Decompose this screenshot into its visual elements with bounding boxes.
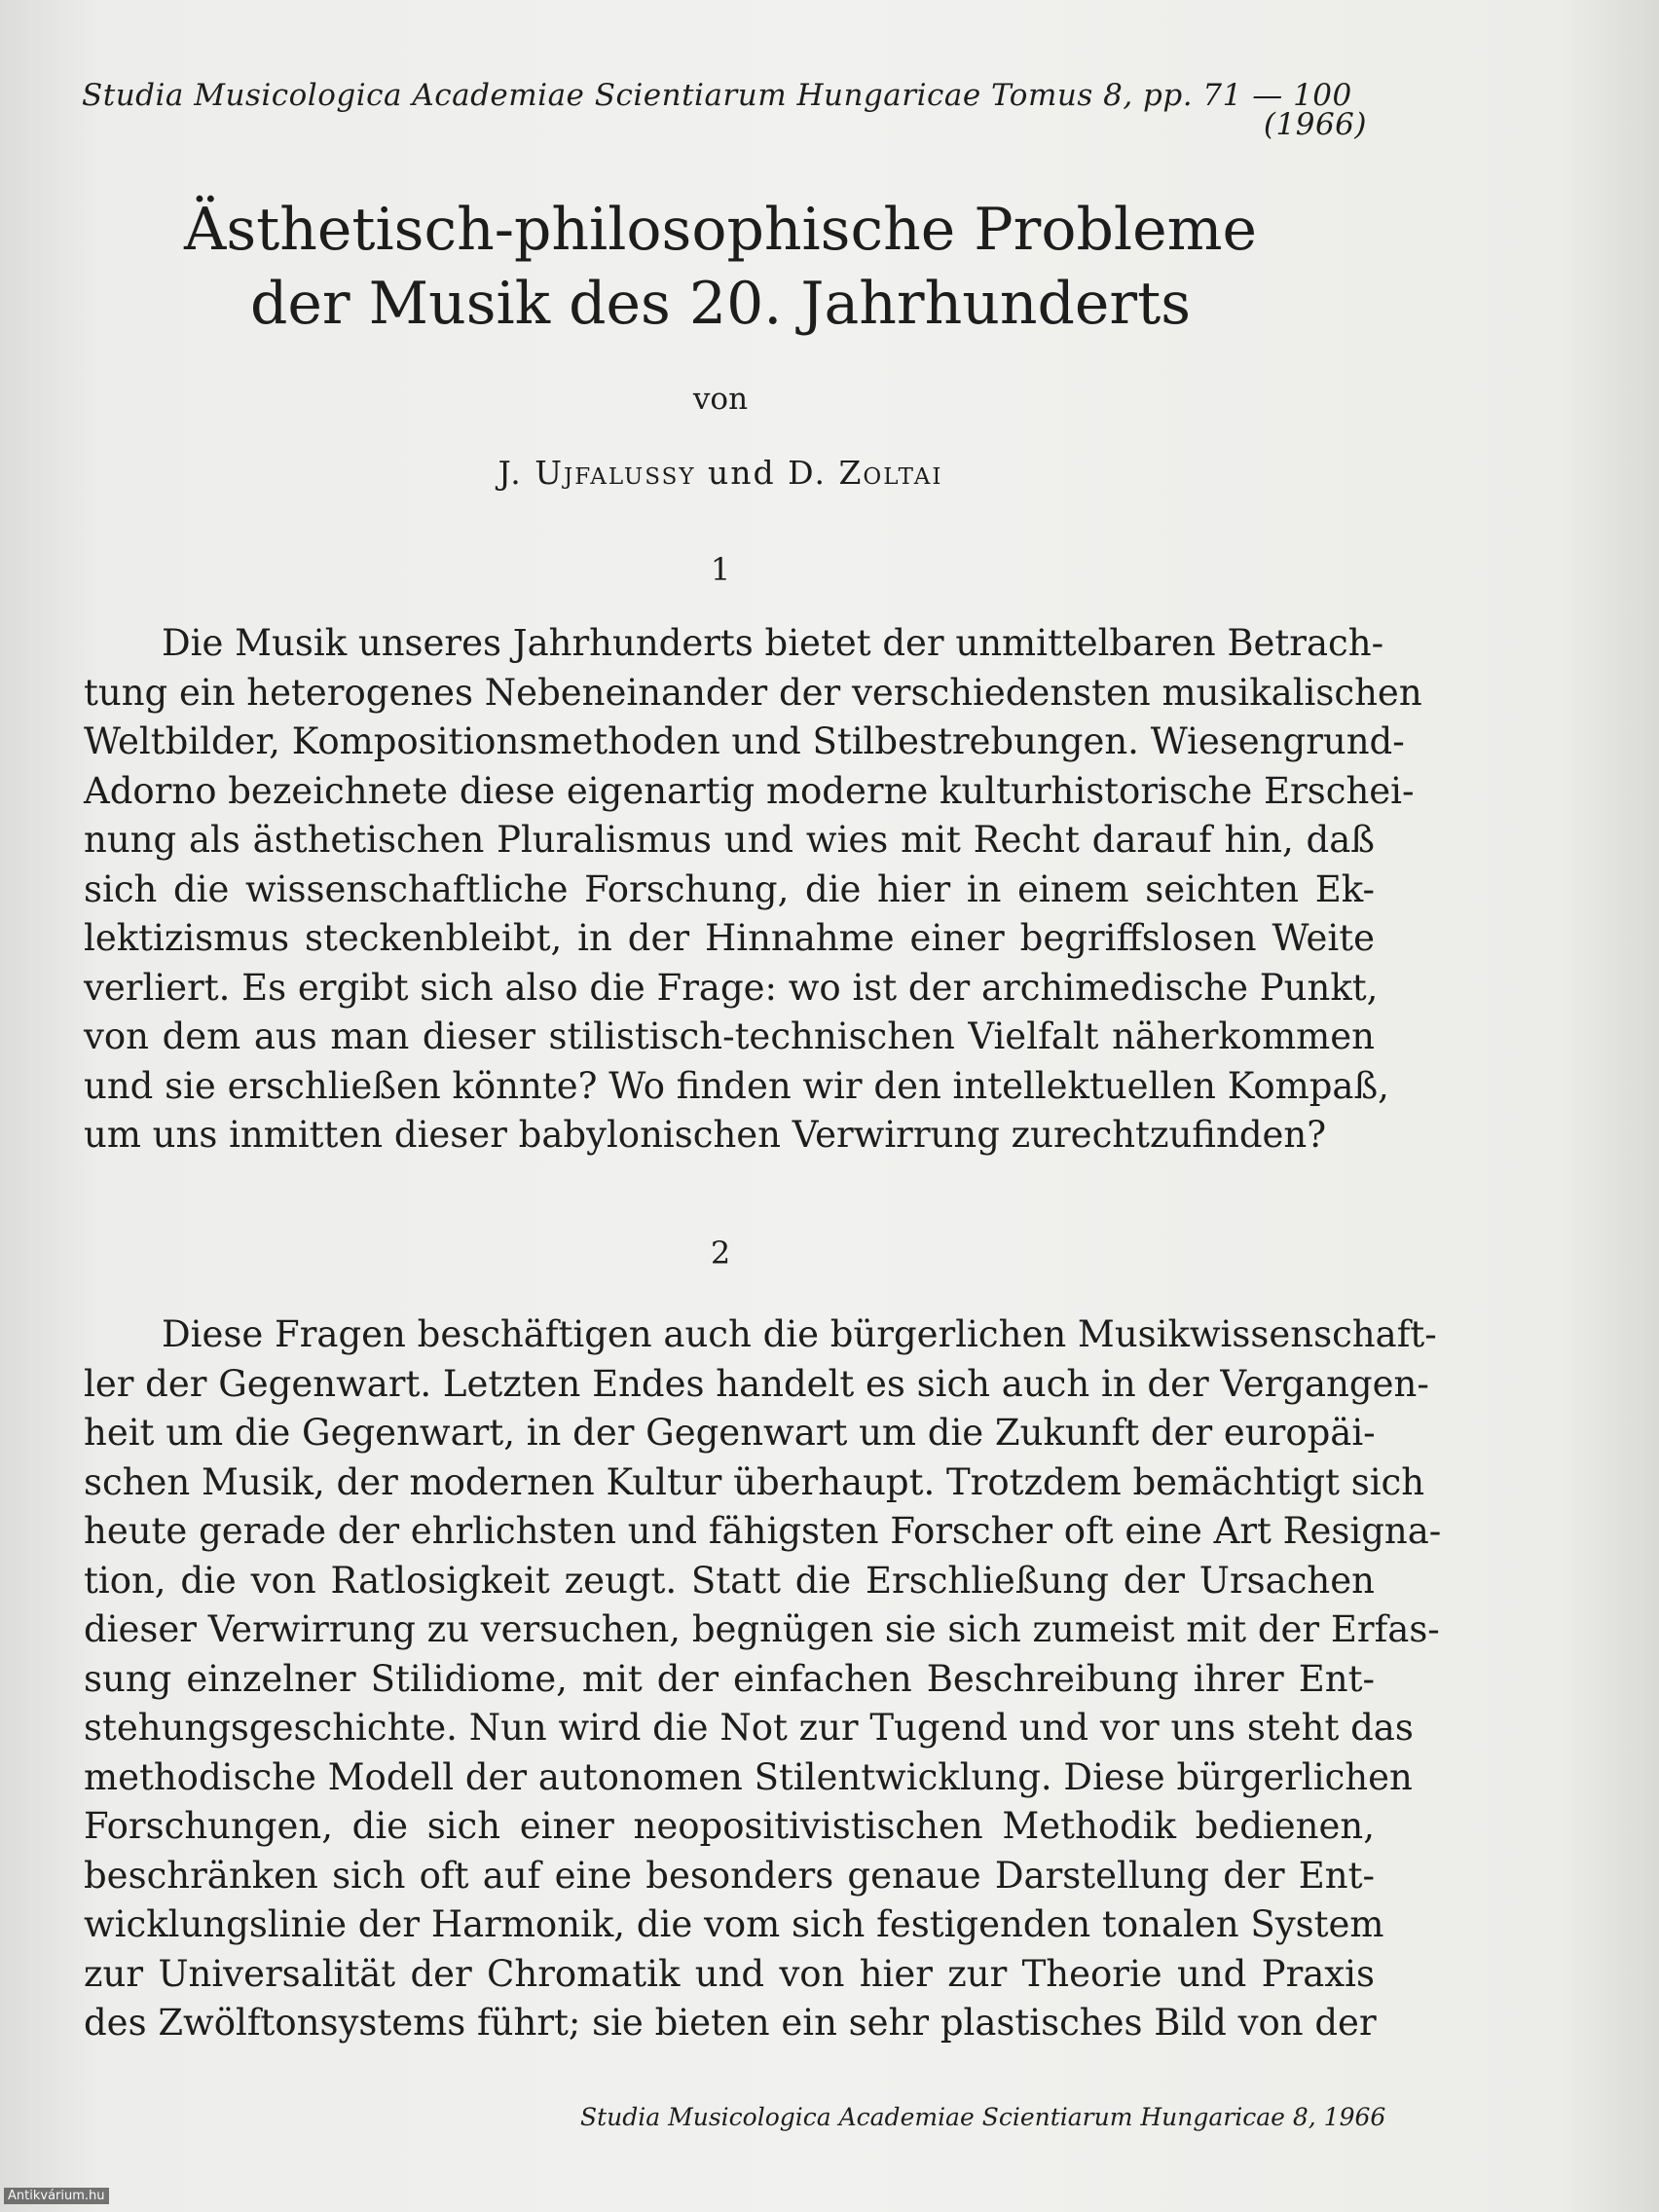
author1-initial: J. (498, 454, 523, 492)
text-line: und sie erschließen könnte? Wo finden wir den intellektuellen Kompaß, (84, 1064, 1389, 1107)
text-line: Diese Fragen beschäftigen auch die bürgerlichen Musikwissenschaft- (162, 1313, 1437, 1355)
text-line: zur Universalität der Chromatik und von hier zur Theorie und Praxis (84, 1952, 1375, 1995)
title-line-2: der Musik des 20. Jahrhunderts (249, 270, 1191, 338)
text-line: methodische Modell der autonomen Stilentwicklung. Diese bürgerlichen (84, 1755, 1413, 1798)
text-line: stehungsgeschichte. Nun wird die Not zur Tugend und vor uns steht das (84, 1707, 1414, 1749)
author2-name: Zoltai (838, 454, 943, 492)
text-line: nung als ästhetischen Pluralismus und wies mit Recht darauf hin, daß (84, 819, 1375, 861)
text-line: dieser Verwirrung zu versuchen, begnügen sie sich zumeist mit der Erfas- (84, 1608, 1440, 1650)
text-line: um uns inmitten dieser babylonischen Verwirrung zurechtzufinden? (84, 1114, 1327, 1156)
text-line: wicklungslinie der Harmonik, die vom sich festigenden tonalen System (84, 1903, 1384, 1945)
text-line: sich die wissenschaftliche Forschung, die hier in einem seichten Ek- (84, 867, 1375, 910)
section-number: 1 (710, 551, 731, 588)
text-line: tion, die von Ratlosigkeit zeugt. Statt die Erschließung der Ursachen (84, 1559, 1375, 1602)
paragraph-section-2 (84, 1310, 1442, 2048)
journal-citation: Studia Musicologica Academiae Scientiarum Hungaricae Tomus 8, pp. 71 — 100 (82, 78, 1352, 113)
text-line: ler der Gegenwart. Letzten Endes handelt es sich auch in der Vergangen- (84, 1362, 1429, 1405)
authors-und: und (708, 454, 776, 492)
page-footer: Studia Musicologica Academiae Scientiarum Hungaricae 8, 1966 (580, 2103, 1386, 2131)
author2-initial: D. (788, 454, 827, 492)
text-line: von dem aus man dieser stilistisch-technischen Vielfalt näherkommen (84, 1015, 1375, 1057)
paragraph-section-1 (84, 619, 1422, 1161)
title-line-1: Ästhetisch-philosophische Probleme (183, 196, 1257, 264)
text-line: beschränken sich oft auf eine besonders genaue Darstellung der Ent- (84, 1854, 1375, 1897)
text-line: schen Musik, der modernen Kultur überhaupt. Trotzdem bemächtigt sich (84, 1460, 1425, 1503)
text-line: sung einzelner Stilidiome, mit der einfachen Beschreibung ihrer Ent- (84, 1657, 1375, 1700)
text-line: tung ein heterogenes Nebeneinander der verschiedensten musikalischen (84, 671, 1422, 714)
article-title (0, 193, 1441, 341)
text-line: des Zwölftonsystems führt; sie bieten ein sehr plastisches Bild von der (84, 2002, 1377, 2044)
author1-name: Ujfalussy (535, 454, 696, 492)
text-line: verliert. Es ergibt sich also die Frage: wo ist der archimedische Punkt, (84, 966, 1379, 1009)
authors (0, 454, 1441, 492)
text-line: Weltbilder, Kompositionsmethoden und Stilbestrebungen. Wiesengrund- (84, 720, 1405, 762)
text-line: heit um die Gegenwart, in der Gegenwart um die Zukunft der europäi- (84, 1412, 1376, 1454)
watermark: Antikvárium.hu (4, 2188, 109, 2204)
text-line: Adorno bezeichnete diese eigenartig moderne kulturhistorische Erschei- (84, 769, 1415, 812)
text-line: lektizismus steckenbleibt, in der Hinnahme einer begriffslosen Weite (84, 917, 1375, 959)
text-line: Forschungen, die sich einer neopositivistischen Methodik bedienen, (84, 1805, 1375, 1847)
byline-von: von (692, 382, 749, 417)
journal-year: (1966) (1263, 107, 1367, 142)
journal-header (82, 78, 1367, 142)
text-line: Die Musik unseres Jahrhunderts bietet der unmittelbaren Betrach- (162, 622, 1384, 664)
section-number: 2 (710, 1235, 731, 1272)
text-line: heute gerade der ehrlichsten und fähigsten Forscher oft eine Art Resigna- (84, 1510, 1442, 1552)
